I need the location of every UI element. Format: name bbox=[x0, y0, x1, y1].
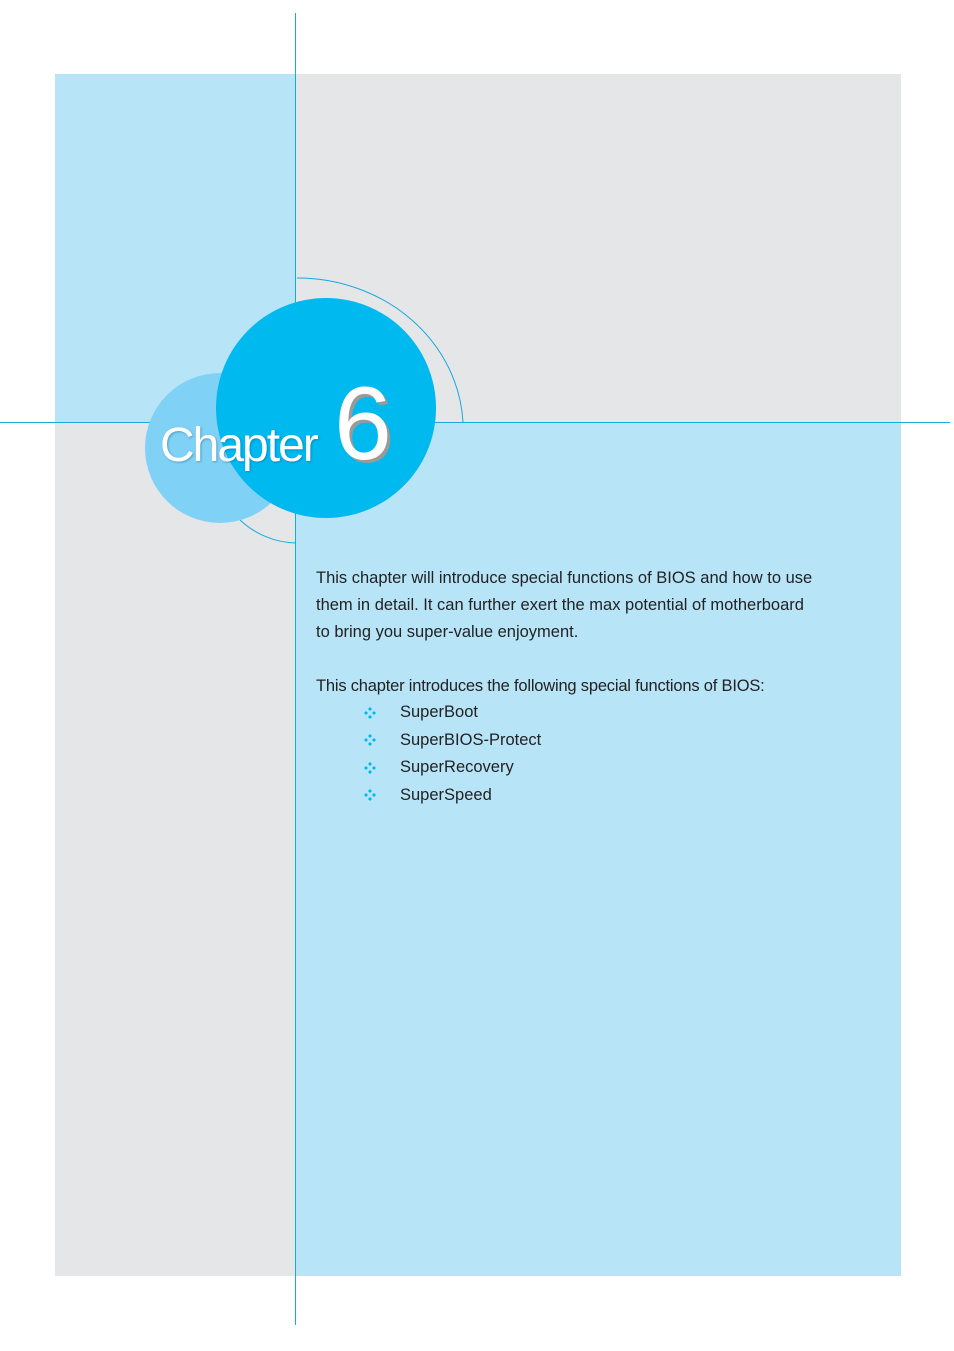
feature-label: SuperBIOS-Protect bbox=[400, 730, 542, 749]
feature-list bbox=[364, 699, 541, 809]
diamond-bullet-icon bbox=[364, 762, 400, 774]
diamond-bullet-icon bbox=[364, 734, 400, 746]
list-item bbox=[364, 727, 541, 755]
features-lead: This chapter introduces the following special functions of BIOS: bbox=[316, 677, 765, 695]
chapter-title-word: Chapter bbox=[160, 419, 317, 472]
lower-ring-arc bbox=[240, 520, 296, 543]
list-item bbox=[364, 754, 541, 782]
feature-label: SuperRecovery bbox=[400, 758, 514, 777]
chapter-number: 6 bbox=[334, 366, 392, 482]
diamond-bullet-icon bbox=[364, 707, 400, 719]
feature-label: SuperSpeed bbox=[400, 785, 492, 804]
list-item bbox=[364, 699, 541, 727]
intro-paragraph: This chapter will introduce special functions of BIOS and how to use them in detail. It can further exert the max potential of motherboard to bring you super-value enjoyment. bbox=[316, 569, 813, 641]
large-circle bbox=[216, 298, 436, 518]
list-item bbox=[364, 782, 541, 810]
feature-label: SuperBoot bbox=[400, 703, 478, 722]
diamond-bullet-icon bbox=[364, 789, 400, 801]
